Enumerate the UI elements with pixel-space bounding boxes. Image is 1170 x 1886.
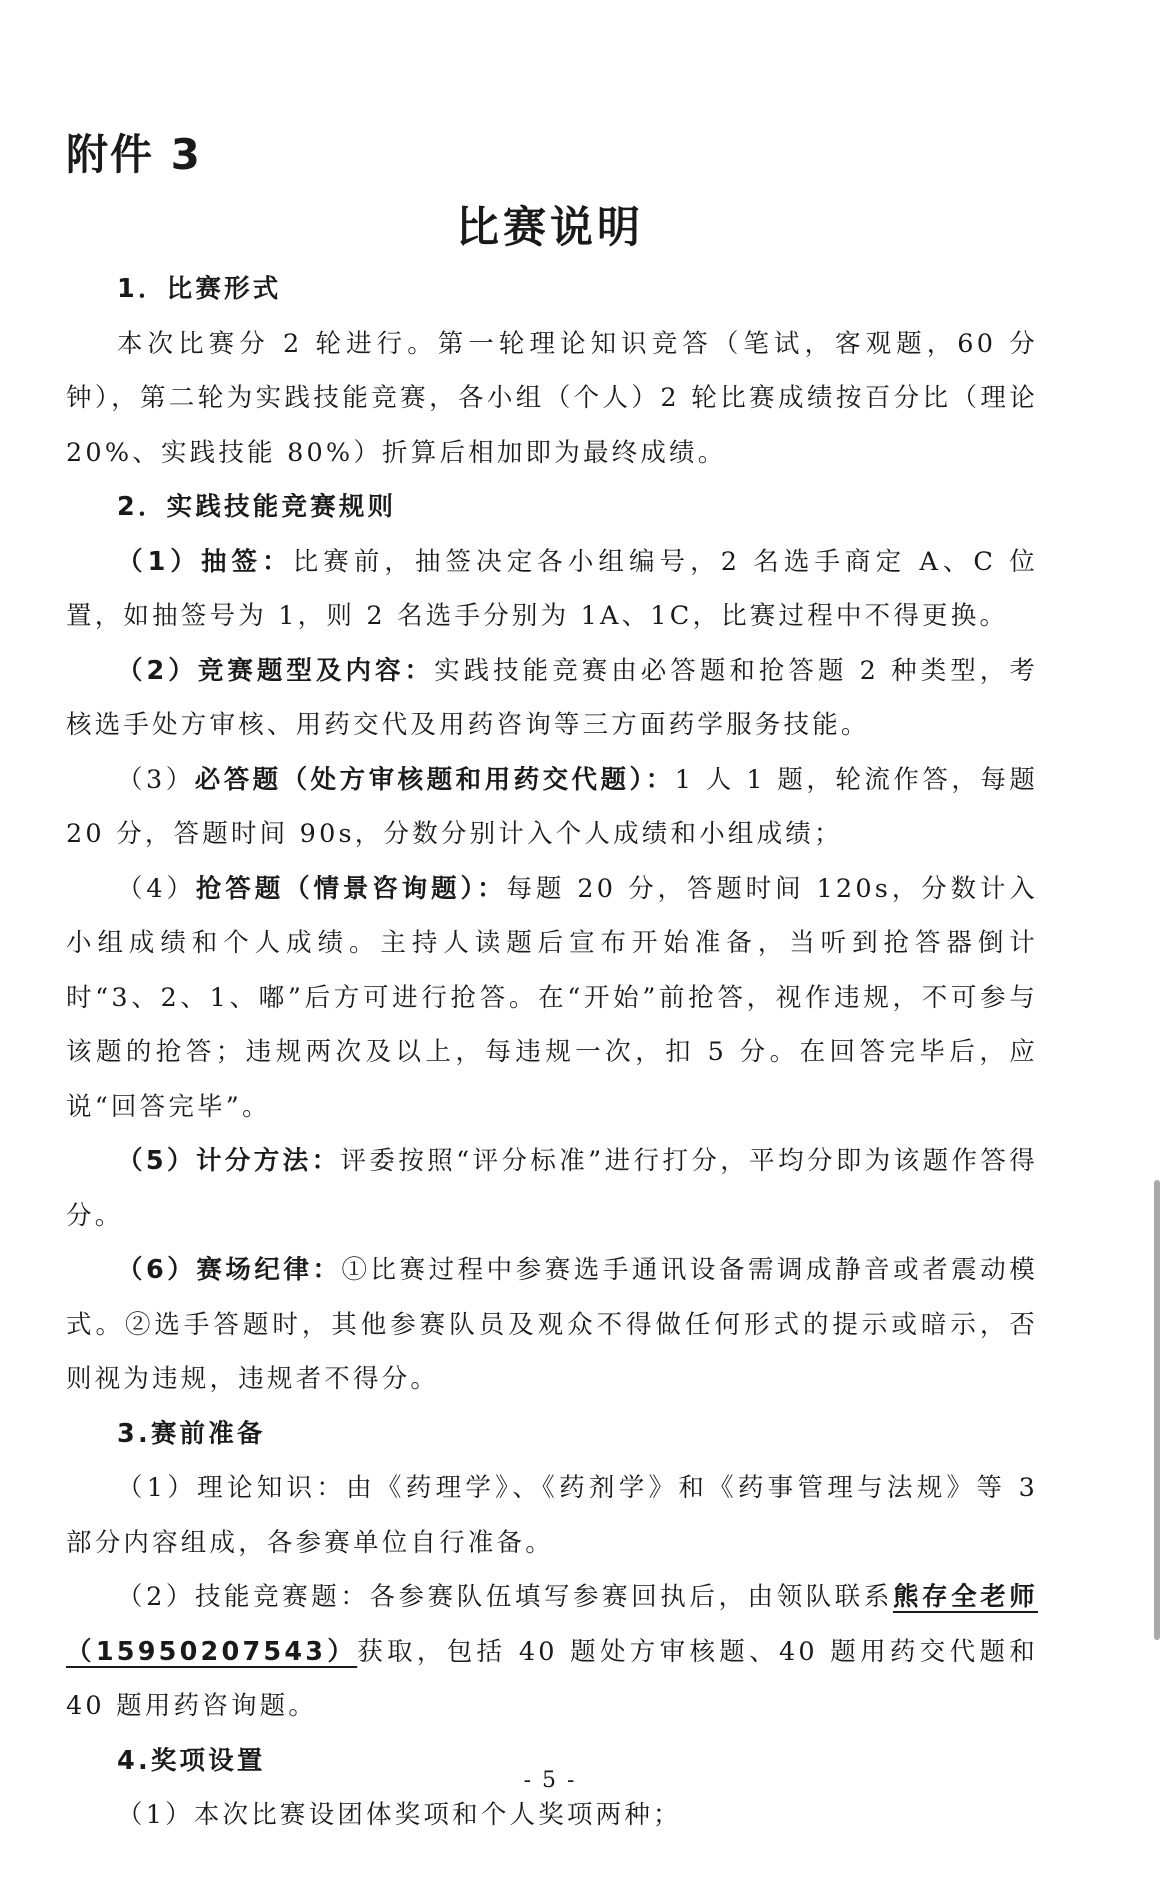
rule-item-number: （3）: [117, 764, 195, 795]
document-body: [66, 262, 1038, 1843]
prep-item-skills: [66, 1570, 1038, 1734]
rule-item-lead: 必答题（处方审核题和用药交代题）：: [194, 764, 675, 795]
rule-item-lead: （2）竞赛题型及内容：: [117, 655, 435, 686]
rule-item-question-types: [66, 644, 1038, 753]
rule-item-required-questions: [66, 753, 1038, 862]
attachment-label: 附件 3: [66, 130, 202, 179]
section-2-heading: 2．实践技能竞赛规则: [117, 492, 397, 522]
award-item: （1）本次比赛设团体奖项和个人奖项两种；: [117, 1800, 682, 1830]
rule-item-lead: （6）赛场纪律：: [117, 1255, 342, 1285]
prep-item-theory: （1）理论知识：由《药理学》、《药剂学》和《药事管理与法规》等 3 部分内容组成，各参赛单位自行准备。: [66, 1473, 1038, 1558]
contact-teacher-phone: 熊存全老师（15950207543）: [66, 1582, 1038, 1667]
rule-item-text: 实践技能竞赛由必答题和抢答题 2 种类型，考核选手处方审核、用药交代及用药咨询等三方面药学服务技能。: [66, 655, 1038, 740]
page-title: 比赛说明: [456, 203, 644, 253]
rule-item-text: 1 人 1 题，轮流作答，每题 20 分，答题时间 90s，分数分别计入个人成绩和小组成绩；: [66, 764, 1039, 849]
rule-item-text: 比赛前，抽签决定各小组编号，2 名选手商定 A、C 位置，如抽签号为 1，则 2 名选手分别为 1A、1C，比赛过程中不得更换。: [66, 546, 1038, 631]
prep-item-text: （2）技能竞赛题：各参赛队伍填写参赛回执后，由领队联系: [117, 1582, 893, 1612]
rule-item-text: 评委按照“评分标准”进行打分，平均分即为该题作答得分。: [66, 1146, 1039, 1231]
prep-item-text: 获取，包括 40 题处方审核题、40 题用药交代题和 40 题用药咨询题。: [66, 1636, 1038, 1721]
section-4-heading: 4.奖项设置: [117, 1745, 266, 1776]
rule-item-text: ①比赛过程中参赛选手通讯设备需调成静音或者震动模式。②选手答题时，其他参赛队员及观众不得做任何形式的提示或暗示，否则视为违规，违规者不得分。: [66, 1255, 1038, 1394]
rule-item-lead: （5）计分方法：: [117, 1146, 341, 1176]
rule-item-text: 每题 20 分，答题时间 120s，分数计入小组成绩和个人成绩。主持人读题后宣布开始准备，当听到抢答器倒计时“3、2、1、嘟”后方可进行抢答。在“开始”前抢答，视作违规，不可参与该题的抢答；违规两次及以上，每违规一次，扣 5 分。在回答完毕后，应说“回答完毕”。: [66, 873, 1038, 1122]
scrollbar-thumb[interactable]: [1154, 1180, 1160, 1640]
section-1-paragraph: 本次比赛分 2 轮进行。第一轮理论知识竞答（笔试，客观题，60 分钟），第二轮为实践技能竞赛，各小组（个人）2 轮比赛成绩按百分比（理论 20%、实践技能 80%）折算后相加即为最终成绩。: [66, 328, 1038, 468]
rule-item-buzzer-questions: [66, 862, 1038, 1135]
page-number: - 5 -: [523, 1768, 577, 1793]
rule-item-draw: [66, 535, 1038, 644]
rule-item-scoring: [66, 1134, 1038, 1243]
rule-item-lead: （1）抽签：: [117, 546, 293, 577]
rule-item-lead: 抢答题（情景咨询题）：: [195, 873, 507, 904]
section-3-heading: 3.赛前准备: [117, 1418, 266, 1449]
rule-item-number: （4）: [117, 873, 196, 904]
section-1-heading: 1．比赛形式: [117, 274, 282, 304]
rule-item-discipline: [66, 1243, 1038, 1407]
